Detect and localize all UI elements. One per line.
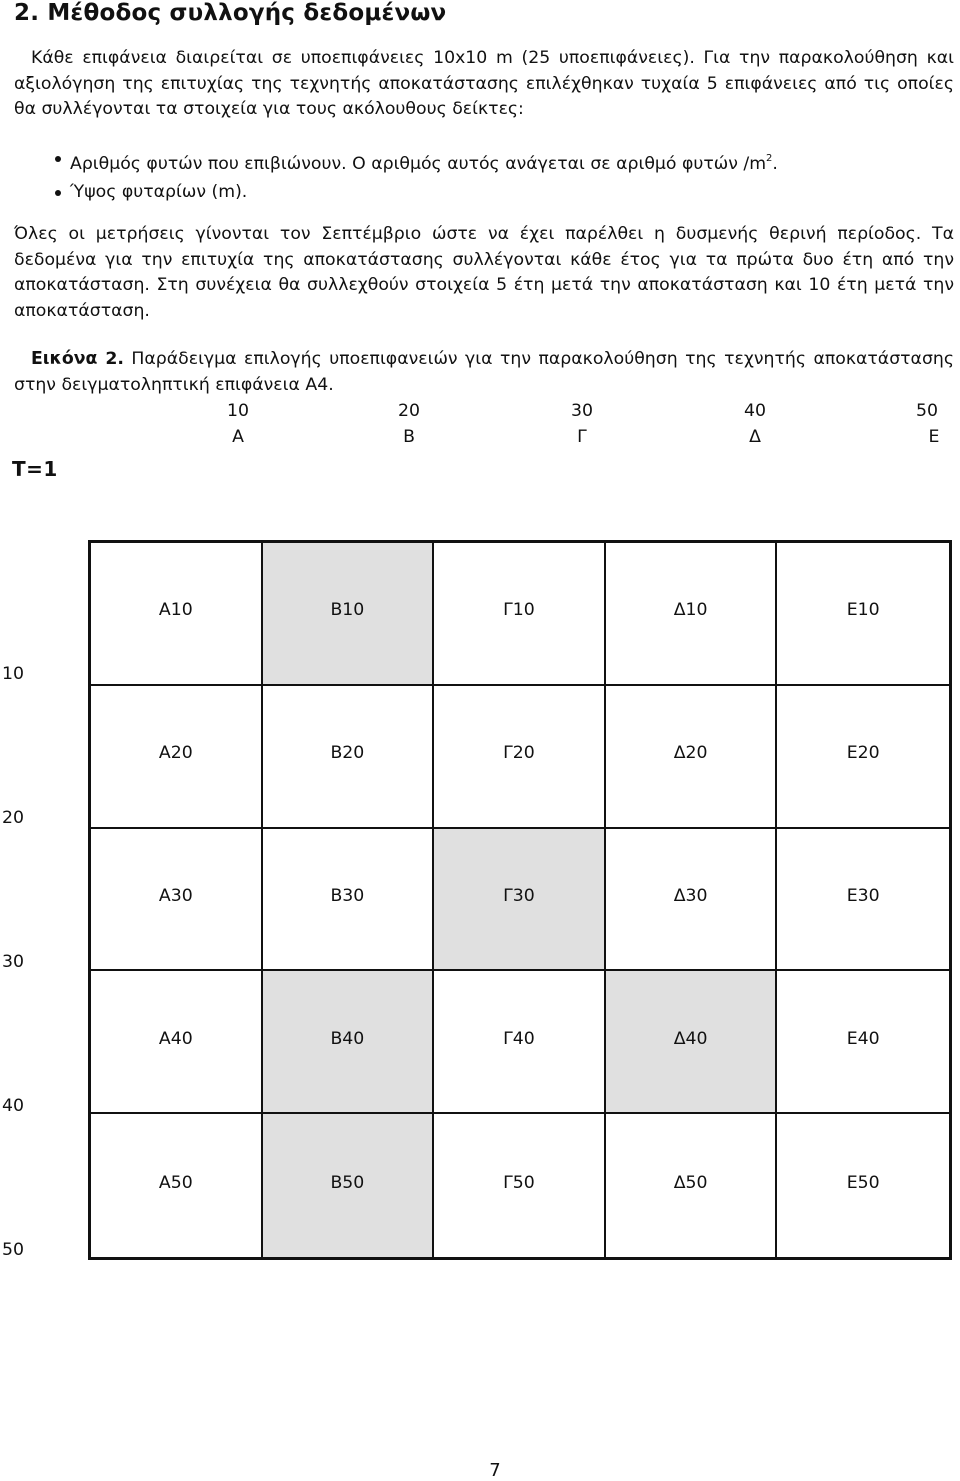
column-number: 50 [916, 401, 938, 421]
column-letter: Γ [577, 427, 587, 447]
grid-cell: Ε10 [777, 543, 949, 686]
row-number: 30 [2, 952, 24, 972]
row-number: 40 [2, 1096, 24, 1116]
grid-cell: Α20 [91, 686, 263, 829]
grid-cell: Β30 [263, 829, 435, 972]
row-number: 50 [2, 1240, 24, 1260]
grid-cell: Γ50 [434, 1114, 606, 1257]
measurements-paragraph: Όλες οι μετρήσεις γίνονται τον Σεπτέμβριο ώστε να έχει παρέλθει η δυσμενής θερινή περίοδος. Τα δεδομένα για την επιτυχία της αποκατάστασης συλλέγονται κάθε έτος για τα πρώτα δυο έτη από την αποκατάσταση. Στη συνέχεια θα συλλεχθούν στοιχεία 5 έτη μετά την αποκατάσταση και 10 έτη μετά την αποκατάσταση. [14, 224, 954, 321]
grid-cell: Β40 [263, 971, 435, 1114]
grid-cell: Β20 [263, 686, 435, 829]
page-number: 7 [489, 1460, 501, 1481]
list-item [70, 146, 778, 180]
grid-cell: Δ30 [606, 829, 778, 972]
indicator-list [70, 146, 778, 214]
grid-cell: Β10 [263, 543, 435, 686]
intro-text: Κάθε επιφάνεια διαιρείται σε υποεπιφάνειες 10x10 m (25 υποεπιφάνειες). Για την παρακολούθηση και αξιολόγηση της επιτυχίας της τεχνητής αποκατάστασης επιλέχθηκαν τυχαία 5 επιφάνειες από τις οποίες θα συλλέγονται τα στοιχεία για τους ακόλουθους δείκτες: [14, 48, 954, 119]
column-letter: Β [403, 427, 415, 447]
column-letter: Α [232, 427, 244, 447]
grid-cell: Δ50 [606, 1114, 778, 1257]
column-letter: Δ [749, 427, 761, 447]
time-label: Τ=1 [12, 457, 58, 481]
column-number: 20 [398, 401, 420, 421]
grid-cell: Γ30 [434, 829, 606, 972]
grid-cell: Β50 [263, 1114, 435, 1257]
grid-cell: Α50 [91, 1114, 263, 1257]
column-number: 10 [227, 401, 249, 421]
grid-cell: Δ10 [606, 543, 778, 686]
caption-text: Παράδειγμα επιλογής υποεπιφανειών για την παρακολούθηση της τεχνητής αποκατάστασης στην δειγματοληπτική επιφάνεια Α4. [14, 349, 954, 395]
grid-cell: Α40 [91, 971, 263, 1114]
column-number: 30 [571, 401, 593, 421]
grid-cell: Γ20 [434, 686, 606, 829]
row-number: 20 [2, 808, 24, 828]
section-heading: 2. Μέθοδος συλλογής δεδομένων [14, 0, 447, 26]
row-number: 10 [2, 664, 24, 684]
figure-caption [14, 347, 954, 398]
grid-cell: Ε20 [777, 686, 949, 829]
bullet-text: Αριθμός φυτών που επιβιώνουν. Ο αριθμός αυτός ανάγεται σε αριθμό φυτών /m [70, 154, 767, 174]
subplot-grid [88, 540, 952, 1260]
grid-cell: Α10 [91, 543, 263, 686]
grid-cell: Ε50 [846, 1172, 880, 1193]
grid-cell: Α30 [91, 829, 263, 972]
grid-cell: Γ40 [434, 971, 606, 1114]
column-number: 40 [744, 401, 766, 421]
intro-paragraph [14, 46, 954, 123]
column-letter: Ε [928, 427, 940, 447]
grid-cell: Γ10 [434, 543, 606, 686]
bullet-suffix: . [772, 154, 778, 174]
grid-cell: Ε40 [777, 971, 949, 1114]
grid-cell: Δ40 [606, 971, 778, 1114]
grid-cell: Ε30 [777, 829, 949, 972]
list-item [70, 180, 778, 214]
bullet-superscript: 2 [766, 153, 773, 164]
grid-cell: Δ20 [606, 686, 778, 829]
bullet-text: Ύψος φυταρίων (m). [70, 182, 248, 202]
caption-label: Εικόνα 2. [31, 349, 124, 369]
